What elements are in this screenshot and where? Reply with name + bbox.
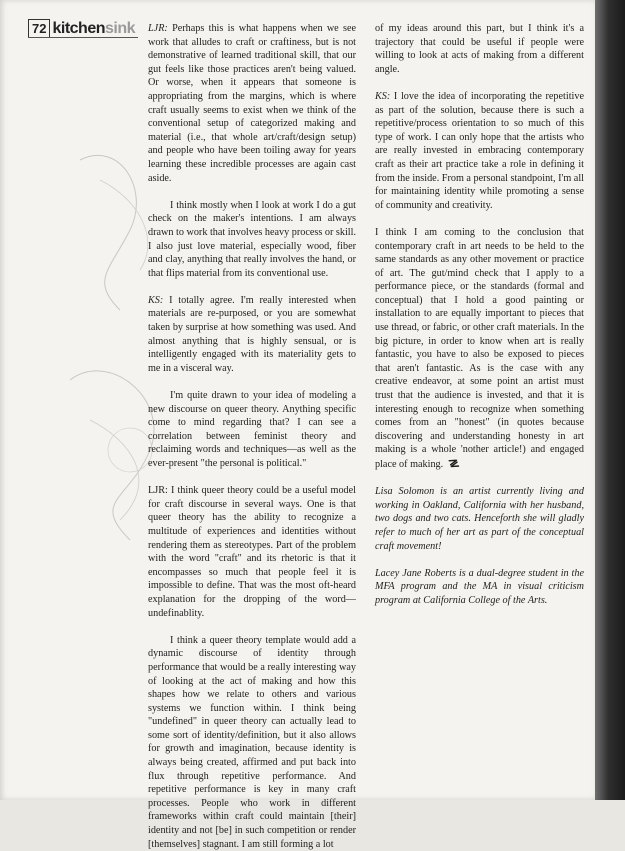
book-spine bbox=[595, 0, 625, 800]
magazine-logo: kitchensink bbox=[52, 20, 135, 37]
author-bio: Lacey Jane Roberts is a dual-degree student in the MFA program and the MA in visual criticism program at California College of the Arts. bbox=[375, 567, 584, 606]
speaker-label: KS: bbox=[148, 294, 164, 306]
paragraph: I think a queer theory template would add a dynamic discourse of identity through performance that would be a really interesting way of looking at the act of making and how this shapes how we relate to others and various systems we function within. I think being "undefined" in queer theory can actually lead to some sort of identity/definition, but it also allows for growth and imagination, because identity is always being created, affirmed and put back into flux through repetitive performance. And repetitive performance is key in many craft processes. People who work in different frameworks within craft could maintain [their] identity and not [be] in such competition or render [themselves] stagnant. I am still forming a lot bbox=[148, 634, 356, 850]
speaker-label: KS: bbox=[375, 90, 391, 102]
paragraph: KS: I love the idea of incorporating the repetitive as part of the solution, because there is such a repetitive/process orientation to so much of this type of work. I can only hope that the artists who are really invested in embracing contemporary craft as their art practice take a role in defining it from the inside. From a personal standpoint, I'm all for maintaining identity while promoting a sense of community and creativity. bbox=[375, 90, 584, 211]
paragraph: of my ideas around this part, but I think it's a trajectory that could be useful if people were willing to look at acts of making from a different angle. bbox=[375, 23, 584, 75]
right-column bbox=[375, 22, 584, 621]
running-header bbox=[28, 18, 135, 38]
header-rule bbox=[28, 37, 138, 38]
paragraph: I think I am coming to the conclusion that contemporary craft in art needs to be held to the same standards as any other movement or practice of art. The gut/mind check that I apply to a performance piece, or the standards (formal and conceptual) that I hold a good painting or installation to are equally important to pieces that use thread, or fabric, or other craft materials. In the big picture, in order to know when art is really fantastic, you have to also be exposed to pieces that aren't fantastic. As is the case with any creative endeavor, at some point an artist must trust that the audience is invested, and that it is interesting enough to recognize when something comes from an "honest" (in quotes because discovering and understanding honesty in art making is a whole 'nother article!) and engaged place of making. ≷ bbox=[375, 226, 584, 472]
zigzag-end-mark-icon: ≷ bbox=[446, 454, 462, 472]
left-column bbox=[148, 22, 356, 851]
speaker-label: LJR: bbox=[148, 23, 168, 34]
paragraph: KS: I totally agree. I'm really interested when materials are re-purposed, or you are somewhat taken by surprise at how something was used. And almost anything that is highly sensual, or is intelligently engaged with its materiality gets to me in a visceral way. bbox=[148, 294, 356, 374]
paragraph: LJR: Perhaps this is what happens when we see work that alludes to craft or craftiness, but is not demonstrative of learned traditional skill, that our gut feels like those practices aren't being valued. Or worse, when it appears that someone is appropriating from the margins, which is where craft usually seems to exist when we think of the conventional setup of categorized making and material (i.e., that whole art/craft/design setup) and people who have been toiling away for years learning these incredible processes are again cast aside. bbox=[148, 23, 356, 184]
paragraph: LJR: I think queer theory could be a useful model for craft discourse in several ways. One is that queer theory has the ability to recognize a multitude of experiences and identities without rendering them as stereotypes. Part of the problem with the word "craft" and its rhetoric is that it encompasses so much that people feel it is impossible to define. That was the most oft-heard explanation for the dropping of the word—undefinablity. bbox=[148, 485, 356, 619]
paragraph: I'm quite drawn to your idea of modeling a new discourse on queer theory. Anything specific come to mind regarding that? I can see a correlation between feminist theory and reclaiming words and techniques—as well as the ever-present "the personal is political." bbox=[148, 390, 356, 469]
page-number: 72 bbox=[28, 19, 50, 37]
author-bio: Lisa Solomon is an artist currently living and working in Oakland, California with her husband, two dogs and two cats. Henceforth she will gladly refer to much of her art as part of the conceptual craft movement! bbox=[375, 486, 584, 552]
paragraph: I think mostly when I look at work I do a gut check on the maker's intentions. I am always drawn to work that involves heavy process or skill. I also just love material, especially wood, fiber and clay, anything that really involves the hand, or that flips material from its conventional use. bbox=[148, 199, 356, 279]
speaker-label: LJR: bbox=[148, 485, 168, 497]
